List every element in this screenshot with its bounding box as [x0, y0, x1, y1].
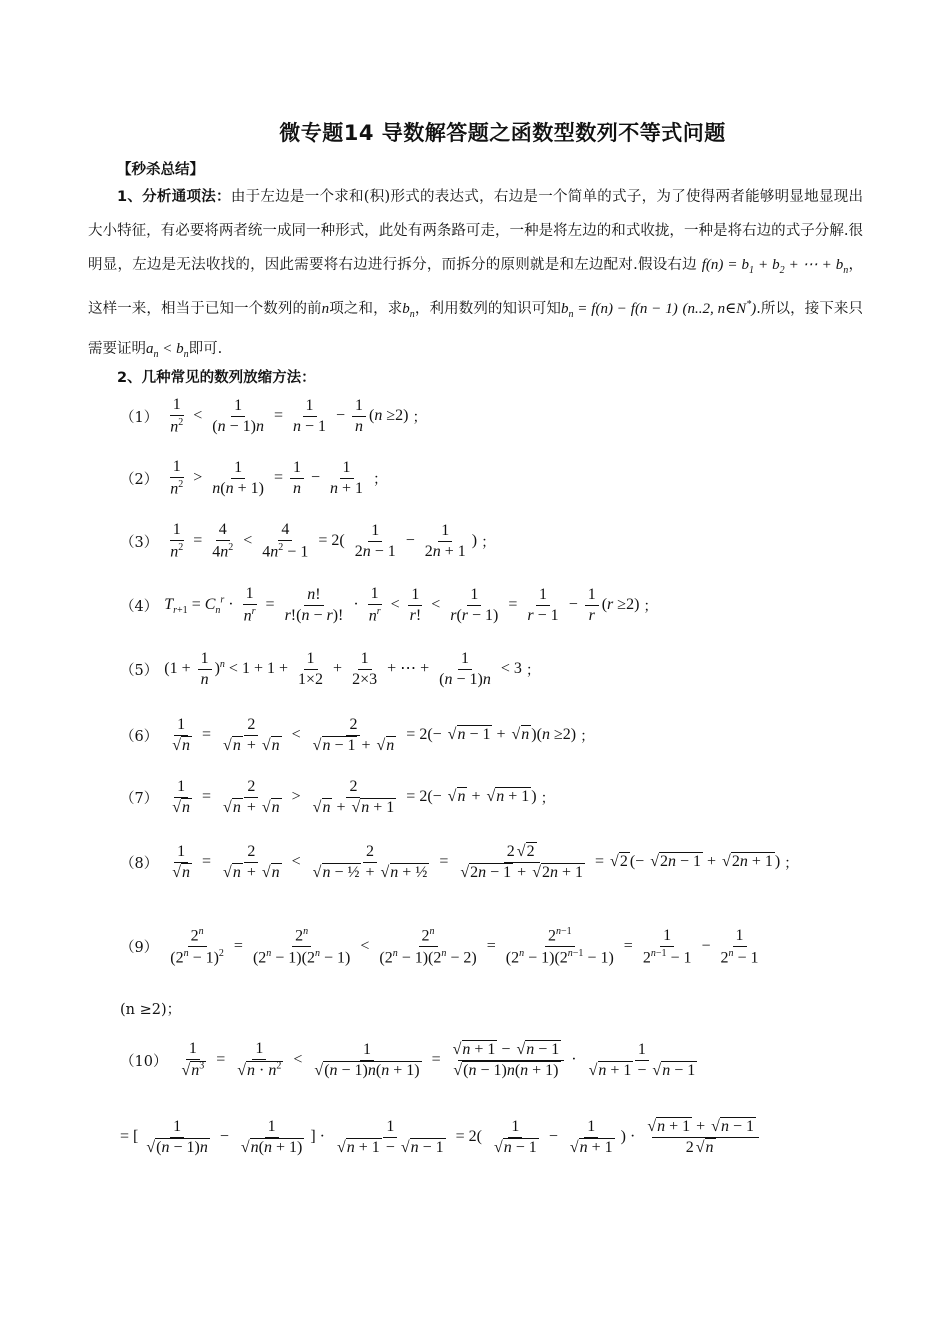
formula-10-cont: = [ 1 √ (n − 1)n − 1 √ n(n + 1) ] · 1 √ n + 1 − √ n − 1 = 2( 1 √ n − 1 − 1 √ n + 1 ) · √ $\frac{n + 1 + √ n - 1}{2√ n}$: [120, 1118, 762, 1157]
item-number: （2）: [120, 471, 159, 488]
paragraph-text: 由于左边是一个求和(积)形式的表达式，右边是一个简单的式子，为了使得两者能够明显地显现出大小特征，有必要将两者统一成同一种形式，此处有两条路可走，一种是将左边的和式收拢，一种是将右边的式子分解.很明显，左边是无法收找的，因此需要将右边进行拆分，而拆分的原则就是和左边配对.假设右边: [88, 189, 864, 273]
formula-10: （10） 1 √ $n^3$ = 1 √ $n \cdot n^2$ < 1 √ (n − 1)n(n + 1) = √ n + 1 − √ n − 1 √ (n − 1)n(n + 1) · 1 √ n + 1 − √ n − 1: [120, 1040, 703, 1080]
item-number: （5）: [120, 663, 159, 679]
formula-9-condition: (n ≥2)；: [120, 1002, 182, 1018]
formula-5: （5）(1 + $\frac{1}{n}$ )$^n$ < 1 + 1 + $\frac{1}{1\times 2}$ + $\frac{1}{2\times 3}$ + ⋯ + $\frac{1}{(n - 1)n}$ < 3 ；: [120, 650, 541, 688]
section-label: 【秒杀总结】: [117, 162, 204, 178]
item-number: （1）: [120, 409, 159, 426]
paragraph-text: 项之和，求: [329, 301, 403, 317]
formula-1: （1） $\frac{1}{n^2}$ < $\frac{1}{(n - 1)n}$ = $\frac{1}{n - 1}$ − $\frac{1}{n}$ (n ≥2) ；: [120, 396, 427, 436]
formula-4: （4） $T_{r+1} = C_n^r$ · $\frac{1}{n^r}$ = $\frac{n!}{r!(n - r)!}$ · $\frac{1}{n^r}$ < $\frac{1}{r!}$ < $\frac{1}{r(r - 1)}$ = $\frac{1}{r - 1}$ − $\frac{1}{r}$ (r ≥2) ；: [120, 585, 658, 625]
paragraph-text: .所以，接下来只需要证明: [88, 301, 864, 357]
paragraph-analysis: [88, 180, 863, 372]
var-bn: $b_n$: [402, 301, 415, 320]
formula-6: （6） 1 √ n = 2 √ n + √ n < 2 √ n − 1 + √ n = 2(− √ n − 1 + √ n )(n ≥2) ；: [120, 716, 595, 755]
formula-9: （9） $\frac{2^n}{(2^n - 1)^2}$ = $\frac{2^n}{(2^n - 1)(2^n - 1)}$ < $\frac{2^n}{(2^n - 1)(2^n - 2)}$ = $\frac{2^{n-1}}{(2^n - 1)(2^{n-1} - 1)}$ = $\frac{1}{2^{n-1} - 1}$ − $\frac{1}{2^n - 1}$: [120, 926, 759, 967]
item-number: （3）: [120, 534, 159, 551]
item-number: （8）: [120, 856, 159, 872]
item-number: （4）: [120, 598, 159, 615]
var-n: n: [321, 301, 330, 317]
formula-2: （2） $\frac{1}{n^2}$ > $\frac{1}{n(n + 1)}$ = $\frac{1}{n}$ − $\frac{1}{n + 1}$ ；: [120, 458, 388, 498]
formula-f: $f(n) = b_1 + b_2$ + ⋯ + $b_n$: [701, 257, 849, 276]
subheading-methods: 2、几种常见的数列放缩方法：: [117, 370, 316, 386]
formula-an-bn: $a_n < b_n$: [146, 341, 189, 360]
item-number: （10）: [120, 1053, 168, 1070]
page-title: 微专题14 导数解答题之函数型数列不等式问题: [279, 121, 726, 145]
formula-7: （7） 1 √ n = 2 √ n + √ n > 2 √ n + √ n + 1 = 2(− √ n + √ n + 1 ) ；: [120, 778, 555, 817]
item-number: （9）: [120, 940, 159, 957]
paragraph-text: ，利用数列的知识可知: [414, 301, 561, 317]
item-number: （6）: [120, 729, 159, 745]
formula-3: （3） $\frac{1}{n^2}$ = $\frac{4}{4n^2}$ < $\frac{4}{4n^2 - 1}$ = 2( $\frac{1}{2n - 1}$ − $\frac{1}{2n + 1}$ ) ；: [120, 521, 496, 561]
paragraph-text: 即可.: [188, 341, 223, 357]
paragraph-text: ，这样一来，相当于已知一个数列的前: [88, 257, 864, 317]
formula-bn: $b_n = f(n) - f(n - 1)$: [560, 301, 678, 320]
item-number: （7）: [120, 791, 159, 807]
paragraph-heading: 1、分析通项法：: [117, 189, 231, 205]
formula-8: （8） 1 √ n = 2 √ n + √ n < 2 √ n − ½ + √ n + ½ = 2√ 2 √ 2n − 1 + √ 2n + 1 = √ 2 (− √ 2n − 1 + √ 2n + 1 ) ；: [120, 843, 799, 882]
formula-cond: (n..2, n∈N*): [682, 299, 757, 317]
